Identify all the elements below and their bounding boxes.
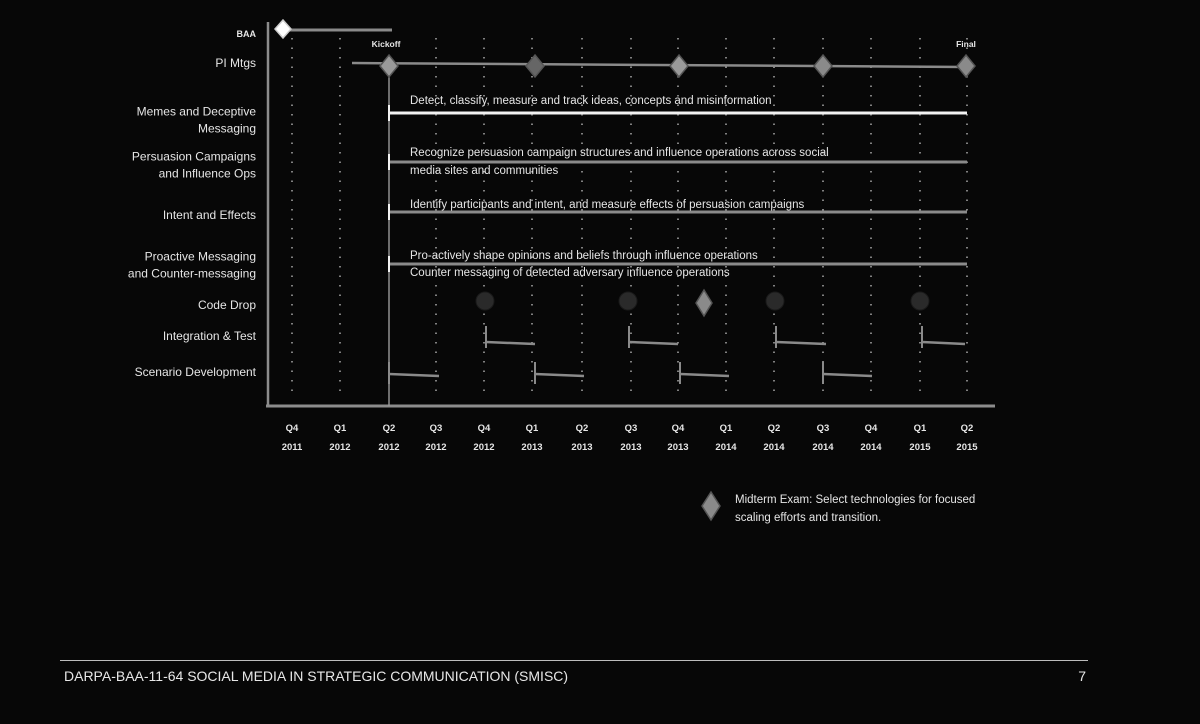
code-drop-circle: [766, 292, 784, 310]
row-label-intent: Intent and Effects: [162, 208, 256, 222]
baa-diamond: [275, 20, 291, 38]
tick-year: 2014: [763, 442, 785, 453]
pi-meeting-diamond: [814, 55, 832, 77]
tick-quarter: Q1: [333, 423, 347, 434]
tick-year: 2015: [909, 442, 931, 453]
row-label-memes: Memes and Deceptive: [136, 104, 256, 119]
task-text-persuasion: media sites and communities: [410, 165, 559, 177]
integration-bar: [776, 342, 826, 344]
scenario-bar: [823, 374, 872, 376]
tick-quarter: Q2: [767, 423, 781, 434]
tick-year: 2012: [378, 442, 400, 453]
row-label-code-drop: Code Drop: [197, 298, 256, 312]
tick-year: 2013: [667, 442, 689, 453]
tick-year: 2011: [281, 442, 303, 453]
pi-meeting-diamond: [380, 55, 398, 77]
tick-quarter: Q3: [624, 423, 638, 434]
tick-quarter: Q2: [960, 423, 974, 434]
integration-bar: [486, 342, 535, 344]
tick-quarter: Q1: [525, 423, 539, 434]
footer: [60, 660, 1088, 684]
row-label-memes: Messaging: [197, 121, 256, 136]
tick-quarter: Q4: [477, 423, 491, 434]
row-label-integration: Integration & Test: [162, 329, 256, 343]
scenario-bar: [535, 374, 584, 376]
task-text-intent: Identify participants and intent, and measure effects of persuasion campaigns: [410, 199, 805, 211]
tick-quarter: Q3: [816, 423, 830, 434]
tick-year: 2012: [329, 442, 351, 453]
tick-year: 2014: [812, 442, 834, 453]
tick-year: 2013: [571, 442, 593, 453]
row-label-baa: BAA: [236, 29, 256, 39]
pi-meeting-diamond: [526, 55, 544, 77]
row-label-proactive: and Counter-messaging: [127, 266, 256, 281]
tick-quarter: Q2: [575, 423, 589, 434]
tick-quarter: Q1: [913, 423, 927, 434]
tick-year: 2012: [473, 442, 495, 453]
tick-quarter: Q2: [382, 423, 396, 434]
tick-year: 2014: [860, 442, 882, 453]
task-text-proactive: Pro-actively shape opinions and beliefs through influence operations: [410, 250, 758, 262]
tick-year: 2012: [425, 442, 447, 453]
footer-title: DARPA-BAA-11-64 SOCIAL MEDIA IN STRATEGIC COMMUNICATION (SMISC): [64, 668, 569, 684]
tick-quarter: Q4: [671, 423, 685, 434]
task-text-memes: Detect, classify, measure and track ideas, concepts and misinformation: [410, 95, 772, 107]
tick-quarter: Q4: [285, 423, 299, 434]
pi-meeting-diamond: [957, 55, 975, 77]
legend-text: scaling efforts and transition.: [735, 512, 882, 524]
row-label-scenario: Scenario Development: [134, 365, 256, 379]
tick-quarter: Q3: [429, 423, 443, 434]
row-labels: [128, 29, 257, 379]
code-drop-circle: [619, 292, 637, 310]
legend-text: Midterm Exam: Select technologies for focused: [735, 494, 976, 506]
final-label: Final: [956, 39, 976, 49]
tick-year: 2013: [620, 442, 642, 453]
tick-quarter: Q4: [864, 423, 878, 434]
integration-bar: [922, 342, 965, 344]
code-drop-circle: [476, 292, 494, 310]
tick-quarter: Q1: [719, 423, 733, 434]
row-label-persuasion: Persuasion Campaigns: [131, 149, 256, 164]
legend: [735, 494, 975, 524]
pi-mtgs-bar: [352, 63, 967, 67]
legend-diamond: [702, 492, 720, 520]
task-text-persuasion: Recognize persuasion campaign structures and influence operations across social: [410, 147, 829, 159]
page-number: 7: [1078, 668, 1086, 684]
row-label-proactive: Proactive Messaging: [144, 249, 256, 264]
scenario-bar: [389, 374, 439, 376]
tick-year: 2014: [715, 442, 737, 453]
integration-bar: [629, 342, 678, 344]
tick-year: 2013: [521, 442, 543, 453]
code-drop-circle: [911, 292, 929, 310]
row-label-persuasion: and Influence Ops: [158, 166, 256, 181]
tick-year: 2015: [956, 442, 978, 453]
axes: [266, 22, 995, 406]
task-text-proactive: Counter messaging of detected adversary influence operations: [410, 267, 730, 279]
kickoff-label: Kickoff: [371, 39, 401, 49]
quarter-tick-labels: [282, 423, 979, 453]
task-bars: [286, 30, 967, 384]
pi-meeting-diamond: [670, 55, 688, 77]
scenario-bar: [680, 374, 729, 376]
row-label-pi-mtgs: PI Mtgs: [215, 56, 256, 70]
midterm-exam-diamond: [696, 290, 712, 316]
